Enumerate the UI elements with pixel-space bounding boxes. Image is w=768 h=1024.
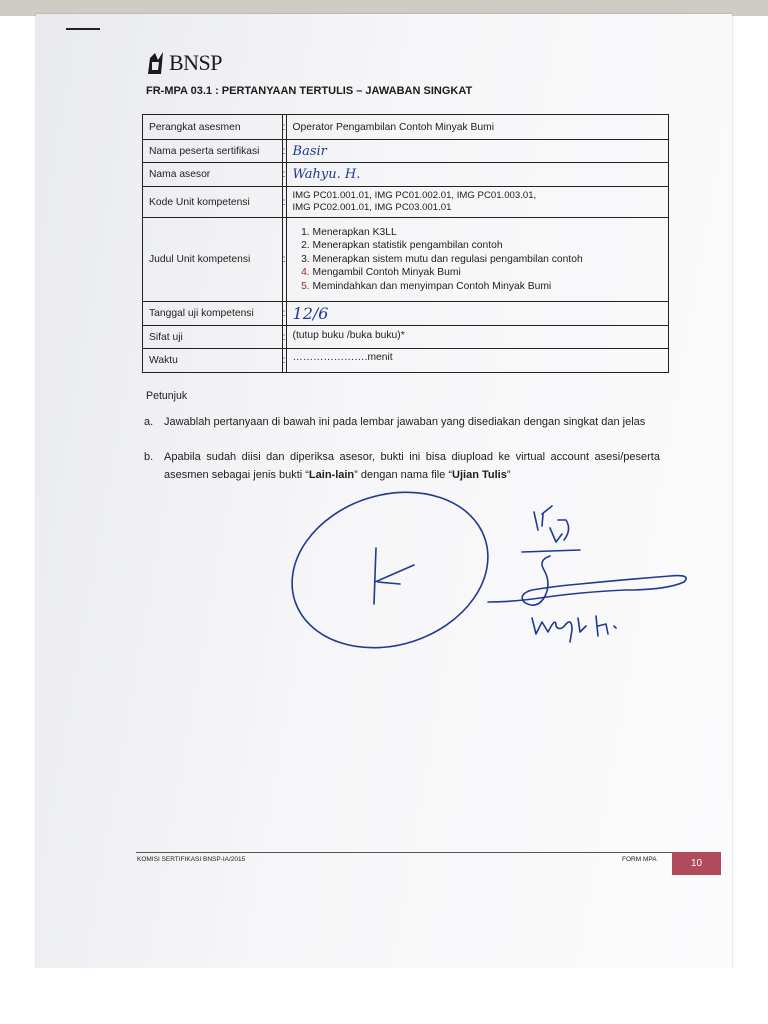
perangkat-value: Operator Pengambilan Contoh Minyak Bumi [286, 115, 668, 140]
sifat-label: Sifat uji [143, 326, 283, 349]
perangkat-label: Perangkat asesmen [143, 115, 283, 140]
unit-item: 2. Menerapkan statistik pengambilan contoh [313, 239, 662, 252]
petunjuk-heading: Petunjuk [146, 390, 188, 402]
peserta-label: Nama peserta sertifikasi [143, 140, 283, 163]
lain-lain-label: Lain-lain [308, 469, 355, 481]
photo-background-bottom [0, 968, 768, 1024]
row-separator: : [282, 140, 286, 163]
assessment-info-table [142, 114, 669, 373]
footer-divider [136, 852, 720, 853]
instruction-b-key: b. [144, 451, 154, 463]
ujian-tulis-label: Ujian Tulis [452, 469, 507, 481]
kode-line-2: IMG PC02.001.01, IMG PC03.001.01 [292, 202, 452, 213]
waktu-label: Waktu [143, 349, 283, 373]
row-separator: : [282, 326, 286, 349]
tanggal-handwritten: 12/6 [292, 304, 329, 323]
tanggal-label: Tanggal uji kompetensi [143, 302, 283, 326]
waktu-value: ………………….menit [286, 349, 668, 373]
table-row [143, 163, 669, 187]
bnsp-logo [146, 50, 222, 76]
table-row [143, 218, 669, 302]
unit-item: 1. Menerapkan K3LL [313, 226, 662, 239]
kode-label: Kode Unit kompetensi [143, 187, 283, 218]
peserta-handwritten: Basir [292, 143, 327, 159]
assessor-signature-area [280, 490, 710, 660]
instruction-a-key: a. [144, 416, 154, 428]
circled-k-ellipse [280, 490, 508, 660]
kode-line-1: IMG PC01.001.01, IMG PC01.002.01, IMG PC01.003.01, [292, 190, 537, 201]
page-number-badge: 10 [672, 852, 721, 875]
handwritten-name [532, 616, 616, 642]
table-row [143, 302, 669, 326]
instruction-a [146, 413, 660, 431]
corner-mark [66, 28, 100, 30]
bnsp-logo-icon [146, 50, 166, 76]
instruction-b [146, 448, 660, 484]
instruction-b-text: Apabila sudah diisi dan diperiksa asesor, bukti ini bisa diupload ke virtual account asesi/peserta asesmen sebagai jenis bukti “Lain-lain” dengan nama file “Ujian Tulis” [164, 451, 660, 481]
instruction-a-text: Jawablah pertanyaan di bawah ini pada lembar jawaban yang disediakan dengan singkat dan jelas [164, 416, 646, 428]
footer-organization: KOMISI SERTIFIKASI BNSP-IA/2015 [137, 856, 246, 863]
form-title: FR-MPA 03.1 : PERTANYAAN TERTULIS – JAWABAN SINGKAT [146, 85, 473, 97]
asesor-label: Nama asesor [143, 163, 283, 187]
row-separator: : [282, 302, 286, 326]
sifat-value: (tutup buku /buka buku)* [286, 326, 668, 349]
table-row [143, 187, 669, 218]
unit-list [293, 226, 662, 293]
row-separator: : [282, 187, 286, 218]
table-row [143, 326, 669, 349]
table-row [143, 349, 669, 373]
judul-label: Judul Unit kompetensi [143, 218, 283, 302]
signature-stroke [488, 556, 686, 605]
table-row [143, 115, 669, 140]
unit-item: 5. Memindahkan dan menyimpan Contoh Minyak Bumi [313, 280, 662, 293]
circled-k-letter [374, 548, 414, 604]
unit-item: 3. Menerapkan sistem mutu dan regulasi pengambilan contoh [313, 253, 662, 266]
unit-item: 4. Mengambil Contoh Minyak Bumi [313, 266, 662, 279]
row-separator: : [282, 218, 286, 302]
row-separator: : [282, 163, 286, 187]
asesor-handwritten: Wahyu. H. [292, 167, 361, 182]
row-separator: : [282, 115, 286, 140]
date-19-6 [534, 506, 569, 542]
logo-text: BNSP [169, 50, 223, 75]
row-separator: : [282, 349, 286, 373]
footer-form-label: FORM MPA [622, 856, 657, 863]
table-row [143, 140, 669, 163]
signature-underline [522, 550, 580, 552]
